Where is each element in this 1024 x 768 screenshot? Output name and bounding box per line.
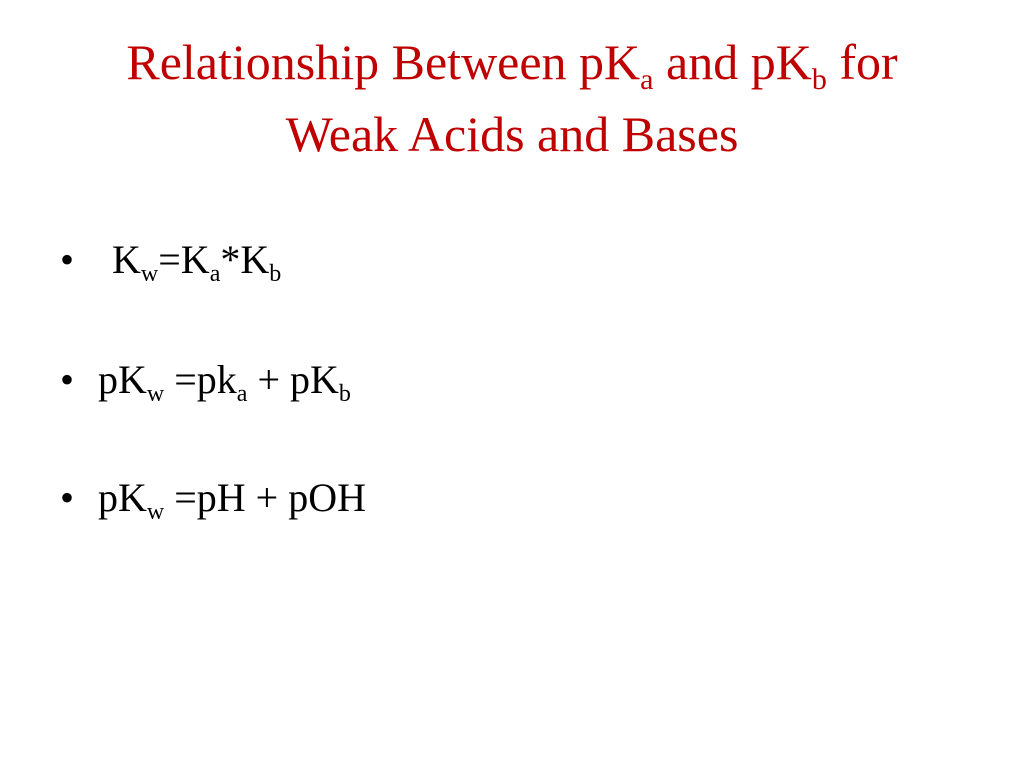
- equation-text: =pH + pOH: [164, 475, 367, 520]
- equation-pkw-sum: [98, 356, 351, 410]
- equation-subscript: w: [146, 499, 165, 525]
- equation-text: *K: [220, 237, 270, 282]
- equation-subscript: a: [236, 381, 248, 407]
- equation-subscript: w: [146, 381, 165, 407]
- equation-subscript: b: [269, 261, 282, 287]
- equation-text: pK: [98, 475, 147, 520]
- equation-subscript: w: [140, 261, 159, 287]
- equation-pkw-ph: [98, 474, 366, 528]
- equation-text: + pK: [247, 357, 339, 402]
- equation-text: =pk: [164, 357, 237, 402]
- title-text: Relationship Between pK: [126, 34, 641, 90]
- title-text: for: [826, 34, 898, 90]
- bullet-marker: •: [60, 237, 75, 282]
- title-text: and pK: [653, 34, 812, 90]
- equation-subscript: a: [209, 261, 221, 287]
- equation-text: =K: [158, 237, 210, 282]
- equation-text: pK: [98, 357, 147, 402]
- equation-text: K: [112, 237, 141, 282]
- equation-kw: [112, 236, 281, 290]
- bullet-marker: •: [60, 357, 75, 402]
- title-line-2: Weak Acids and Bases: [285, 106, 739, 162]
- title-subscript: a: [640, 63, 654, 96]
- bullet-marker: •: [60, 475, 75, 520]
- title-subscript: b: [811, 63, 827, 96]
- equation-subscript: b: [338, 381, 351, 407]
